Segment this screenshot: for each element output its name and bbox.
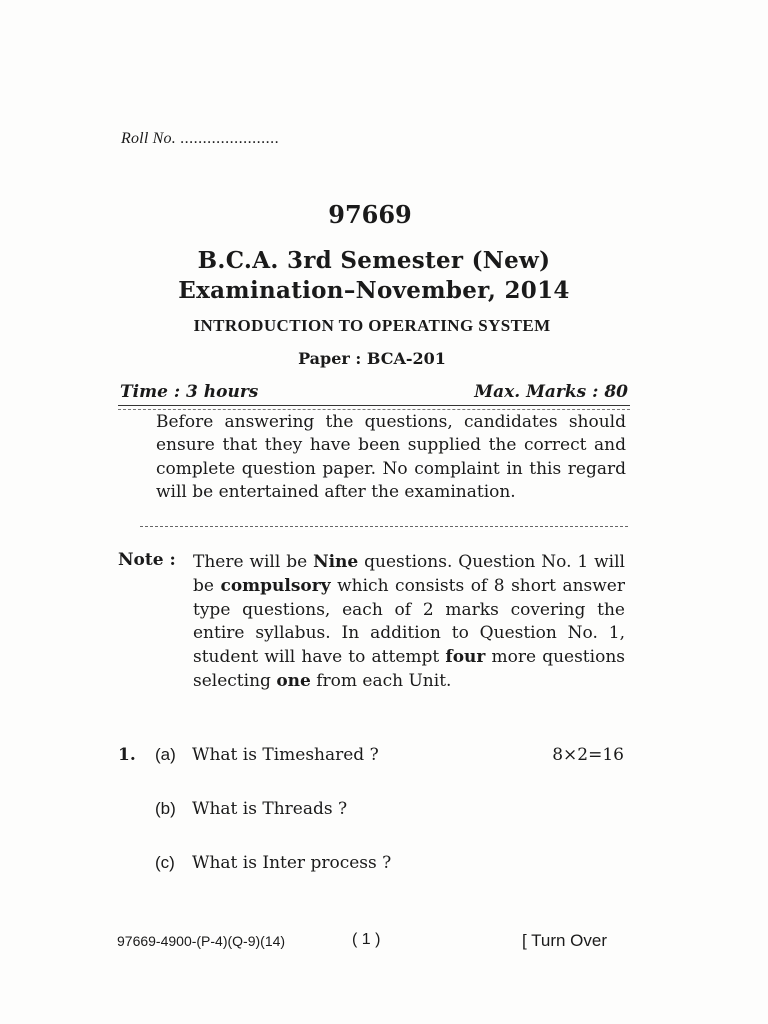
note-text: which consists of 8 short answer type questions, each of 2 marks covering the entire syllabus. In addition to Question No. 1, student will have to attempt — [193, 575, 625, 668]
question-text: What is Timeshared ? — [192, 745, 379, 765]
note-text: more questions selecting — [193, 647, 625, 691]
question-part-label: (c) — [155, 853, 175, 872]
note-bold-text: four — [445, 647, 486, 668]
divider-rule — [140, 526, 628, 527]
exam-title-line2: Examination–November, 2014 — [178, 277, 570, 304]
note-label: Note : — [118, 550, 176, 570]
note-text: questions. Question No. 1 will be — [193, 552, 625, 596]
time-allowed: Time : 3 hours — [120, 382, 259, 402]
footer-code-reference: 97669-4900-(P-4)(Q-9)(14) — [117, 933, 286, 949]
note-bold-text: compulsory — [220, 575, 331, 596]
question-text: What is Threads ? — [192, 799, 348, 819]
page-number: ( 1 ) — [352, 931, 381, 948]
paper-code: 97669 — [328, 200, 412, 229]
max-marks: Max. Marks : 80 — [474, 382, 628, 402]
subject-title: INTRODUCTION TO OPERATING SYSTEM — [193, 316, 551, 335]
note-bold-text: Nine — [313, 552, 359, 572]
divider-rule — [118, 405, 630, 406]
question-part-label: (b) — [155, 799, 176, 818]
paper-label: Paper : BCA-201 — [298, 349, 446, 368]
time-marks-row — [120, 382, 628, 402]
roll-number-blank: ...................... — [180, 130, 280, 147]
exam-title-line1: B.C.A. 3rd Semester (New) — [197, 247, 551, 274]
turn-over-label: [ Turn Over — [522, 931, 608, 950]
roll-number-label: Roll No. — [121, 130, 176, 147]
question-marks: 8×2=16 — [552, 745, 624, 765]
note-text: There will be — [193, 552, 314, 572]
note-body — [193, 551, 625, 694]
question-part-label: (a) — [155, 745, 176, 764]
divider-rule — [118, 409, 630, 410]
note-bold-text: one — [276, 670, 311, 691]
candidate-instructions: Before answering the questions, candidates should ensure that they have been supplied the correct and complete question paper. No complaint in this regard will be entertained after the examination. — [156, 412, 626, 502]
question-number: 1. — [118, 745, 136, 765]
roll-number-line — [121, 130, 279, 148]
question-text: What is Inter process ? — [192, 853, 392, 873]
note-text: from each Unit. — [310, 670, 452, 691]
